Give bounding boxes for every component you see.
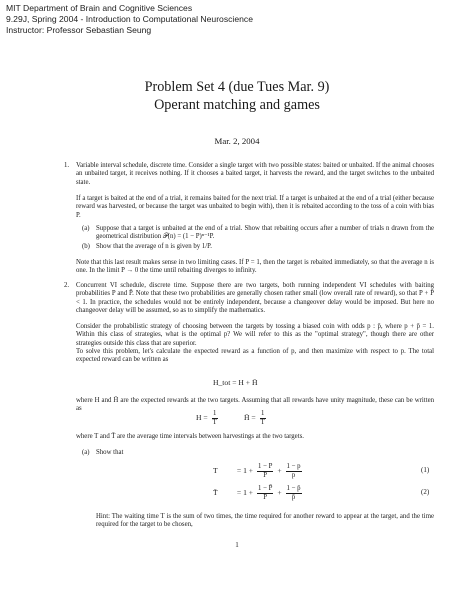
title-line-2: Operant matching and games	[154, 97, 320, 113]
document-date: Mar. 2, 2004	[214, 136, 260, 146]
problem-2a-hint: Hint: The waiting time T is the sum of two times, the time required for another reward to appear at the target, and the time required for the target to be chosen,	[96, 513, 434, 529]
equation-2-number: (2)	[421, 488, 430, 496]
equation-1-fraction-a	[257, 463, 273, 479]
equation-h-lhs: H =	[196, 412, 208, 422]
problem-2-intro: Concurrent VI schedule, discrete time. Suppose there are two targets, both running independent VI schedules with baiting probabilities P and P̄. Note that these two probabilities are generally chosen rather small (low overall rate of reward), so that P + P̄ < 1. In practice, the schedules would not be entirely independent, because a changeover delay would be imposed. But here no changeover delay will be assumed, so as to simplify the mathematics.	[76, 282, 434, 314]
problem-2-number: 2.	[64, 282, 70, 289]
equation-2-lhs: T̄	[213, 487, 218, 497]
problem-1b-label: (b)	[82, 243, 90, 250]
problem-1-intro: Variable interval schedule, discrete time. Consider a single target with two possible states: baited or unbaited. If the animal chooses an unbaited target, it receives nothing. If it chooses a baited target, it harvests the reward, and the target switches to the unbaited state.	[76, 162, 434, 186]
fraction-denominator: P̄	[263, 493, 268, 501]
equation-hbar-lhs: H̄ =	[244, 412, 256, 422]
fraction-denominator: T̄	[260, 418, 265, 426]
page-number: 1	[235, 541, 239, 549]
title-line-1: Problem Set 4 (due Tues Mar. 9)	[144, 79, 330, 95]
fraction-numerator: 1	[212, 410, 217, 417]
fraction-numerator: 1 − p	[286, 463, 301, 470]
problem-1a-label: (a)	[82, 225, 90, 232]
equation-2	[213, 485, 304, 501]
problem-1-note: Note that this last result makes sense in two limiting cases. If P = 1, then the target is rebaited immediately, so that the average n is one. In the limit P → 0 the time until rebaiting diverges to infinity.	[76, 259, 434, 275]
fraction-numerator: 1 − p̄	[286, 485, 301, 492]
equation-1-mid: = 1 +	[236, 465, 254, 475]
equation-2-fraction-a	[257, 485, 273, 501]
header-department: MIT Department of Brain and Cognitive Sciences	[6, 3, 193, 13]
fraction-denominator: p	[291, 471, 296, 479]
fraction-denominator: T	[212, 418, 217, 426]
equation-hbar-inverse-tbar	[244, 410, 268, 426]
equation-2-plus: +	[277, 487, 282, 497]
problem-2-solve: To solve this problem, let's calculate the expected reward as a function of p, and then maximize with respect to p. The total expected reward can be written as	[76, 348, 434, 364]
equation-1	[213, 463, 304, 479]
fraction-denominator: p̄	[291, 493, 296, 501]
problem-1-number: 1.	[64, 162, 70, 169]
equation-1-lhs: T	[213, 465, 218, 475]
problem-1-rebait: If a target is baited at the end of a trial, it remains baited for the next trial. If a target is unbaited at the end of a trial (either because reward was harvested, or because the target was unbaited to begin with), then it is rebaited according to the toss of a coin with bias P.	[76, 195, 434, 219]
equation-1-plus: +	[277, 465, 282, 475]
problem-2-intervals: where T and T̄ are the average time intervals between harvestings at the two targets.	[76, 433, 304, 440]
equation-h-inverse-t	[196, 410, 220, 426]
fraction-denominator: P	[263, 471, 268, 479]
problem-2-expected-rewards: where H and H̄ are the expected rewards at the two targets. Assuming that all rewards have unity magnitude, these can be written as	[76, 397, 434, 413]
equation-2-fraction-b	[286, 485, 302, 501]
problem-2a-text: Show that	[96, 449, 124, 456]
header-instructor: Instructor: Professor Sebastian Seung	[6, 25, 152, 35]
problem-1b-text: Show that the average of n is given by 1/P.	[96, 243, 212, 250]
equation-1-number: (1)	[421, 466, 430, 474]
fraction-numerator: 1	[260, 410, 265, 417]
problem-2a-label: (a)	[82, 449, 90, 456]
equation-total-reward: H_tot = H + H̄	[213, 378, 258, 387]
equation-1-fraction-b	[286, 463, 302, 479]
problem-2-strategy: Consider the probabilistic strategy of choosing between the targets by tossing a biased coin with odds p : p̄, where p + p̄ = 1. Within this class of strategies, what is the optimal p? We will refer to this as the "optimal strategy", though there are other strategies outside this class that are superior.	[76, 323, 434, 347]
fraction-numerator: 1 − P	[257, 463, 273, 470]
problem-1a-text: Suppose that a target is unbaited at the end of a trial. Show that rebaiting occurs after a number of trials n drawn from the geometrical distribution 𝒫(n) = (1 − P)ⁿ⁻¹P.	[96, 225, 434, 241]
header-course: 9.29J, Spring 2004 - Introduction to Computational Neuroscience	[6, 14, 253, 24]
equation-2-mid: = 1 +	[236, 487, 254, 497]
fraction-numerator: 1 − P̄	[257, 485, 273, 492]
fraction-1-over-t	[212, 410, 218, 426]
fraction-1-over-tbar	[260, 410, 266, 426]
